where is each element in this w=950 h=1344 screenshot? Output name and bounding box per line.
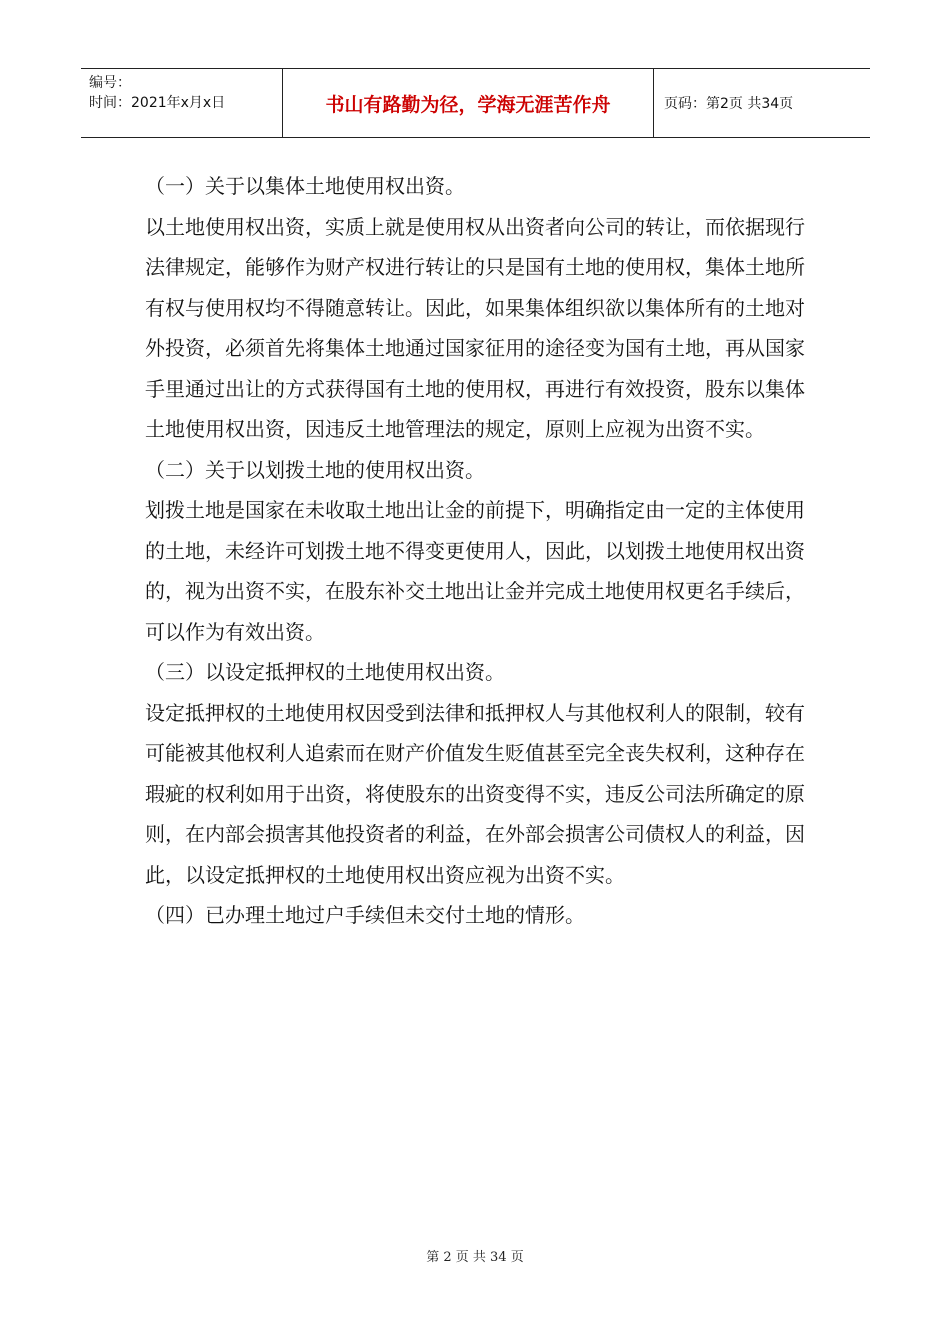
header-page-info: 页码：第2页 共34页 bbox=[664, 96, 794, 112]
document-body bbox=[145, 166, 805, 936]
page-header bbox=[81, 68, 870, 138]
document-number-label: 编号： bbox=[89, 75, 131, 91]
header-motto: 书山有路勤为径，学海无涯苦作舟 bbox=[283, 69, 654, 137]
header-meta bbox=[81, 69, 283, 137]
page-footer: 第 2 页 共 34 页 bbox=[426, 1250, 524, 1265]
section-heading-4: （四）已办理土地过户手续但未交付土地的情形。 bbox=[145, 903, 585, 927]
document-time-label: 时间：2021年x月x日 bbox=[89, 95, 226, 111]
body-paragraph-1: 以土地使用权出资，实质上就是使用权从出资者向公司的转让，而依据现行法律规定，能够作为财产权进行转让的只是国有土地的使用权，集体土地所有权与使用权均不得随意转让。因此，如果集体组织欲以集体所有的土地对外投资，必须首先将集体土地通过国家征用的途径变为国有土地，再从国家手里通过出让的方式获得国有土地的使用权，再进行有效投资，股东以集体土地使用权出资，因违反土地管理法的规定，原则上应视为出资不实。 bbox=[145, 214, 805, 441]
section-heading-1: （一）关于以集体土地使用权出资。 bbox=[145, 174, 465, 198]
body-paragraph-3: 设定抵押权的土地使用权因受到法律和抵押权人与其他权利人的限制，较有可能被其他权利人追索而在财产价值发生贬值甚至完全丧失权利，这种存在瑕疵的权利如用于出资，将使股东的出资变得不实，违反公司法所确定的原则，在内部会损害其他投资者的利益，在外部会损害公司债权人的利益，因此，以设定抵押权的土地使用权出资应视为出资不实。 bbox=[145, 700, 805, 887]
section-heading-2: （二）关于以划拨土地的使用权出资。 bbox=[145, 457, 485, 482]
body-paragraph-2: 划拨土地是国家在未收取土地出让金的前提下，明确指定由一定的主体使用的土地，未经许可划拨土地不得变更使用人，因此，以划拨土地使用权出资的，视为出资不实，在股东补交土地出让金并完成土地使用权更名手续后，可以作为有效出资。 bbox=[145, 498, 805, 644]
section-heading-3: （三）以设定抵押权的土地使用权出资。 bbox=[145, 660, 505, 684]
